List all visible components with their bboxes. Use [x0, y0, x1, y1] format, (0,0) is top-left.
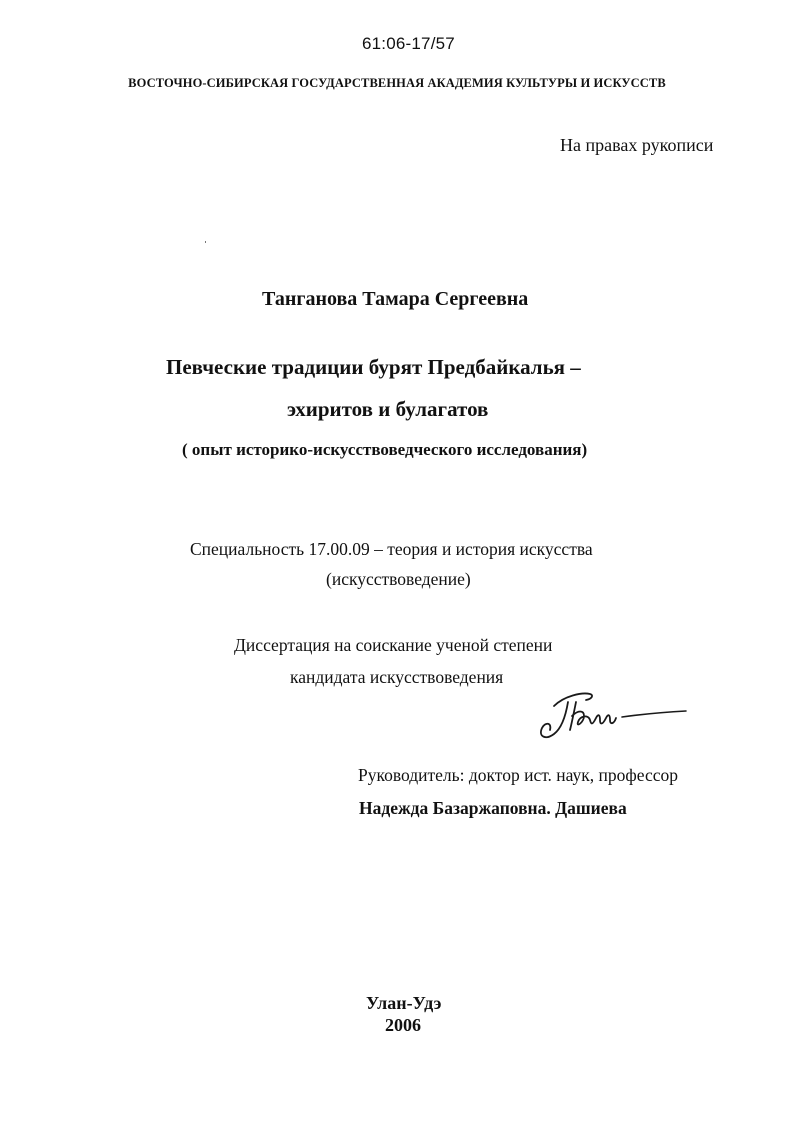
handwritten-signature-icon — [528, 684, 693, 746]
supervisor-name: Надежда Базаржаповна. Дашиева — [359, 798, 627, 818]
catalog-number: 61:06-17/57 — [362, 34, 455, 53]
specialty-line-2: (искусствоведение) — [326, 569, 471, 589]
supervisor-role: Руководитель: доктор ист. наук, профессор — [358, 765, 678, 785]
dissertation-title-line-1: Певческие традиции бурят Предбайкалья – — [166, 355, 581, 379]
year: 2006 — [385, 1015, 421, 1035]
degree-line-1: Диссертация на соискание ученой степени — [234, 635, 553, 655]
rights-notice: На правах рукописи — [560, 135, 714, 155]
degree-line-2: кандидата искусствоведения — [290, 667, 504, 687]
institution-name: ВОСТОЧНО-СИБИРСКАЯ ГОСУДАРСТВЕННАЯ АКАДЕМИЯ КУЛЬТУРЫ И ИСКУССТВ — [128, 76, 666, 90]
scan-speck — [205, 241, 206, 243]
specialty-line-1: Специальность 17.00.09 – теория и история искусства — [190, 539, 593, 559]
author-name: Танганова Тамара Сергеевна — [262, 288, 529, 310]
dissertation-title-line-2: эхиритов и булагатов — [287, 397, 489, 421]
city: Улан-Удэ — [366, 993, 442, 1013]
dissertation-subtitle: ( опыт историко-искусствоведческого исследования) — [182, 440, 588, 459]
